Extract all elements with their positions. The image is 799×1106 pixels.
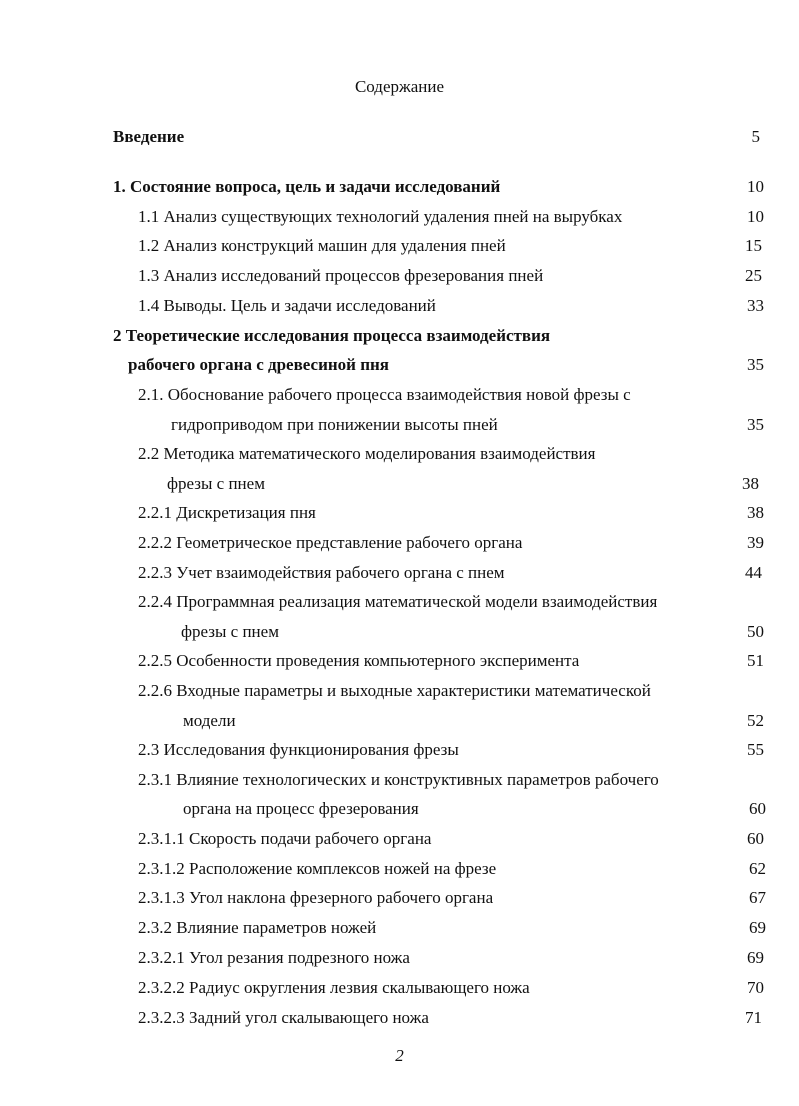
toc-entry-page: 69 — [749, 918, 766, 937]
toc-entry-text: 2.1. Обоснование рабочего процесса взаимодействия новой фрезы с — [138, 385, 631, 404]
toc-entry-page: 60 — [747, 829, 764, 848]
toc-entry-page: 60 — [749, 799, 766, 818]
toc-entry-text: 2.3.2 Влияние параметров ножей — [138, 918, 377, 937]
toc-entry-text: 2.2 Методика математического моделирования взаимодействия — [138, 444, 596, 463]
toc-entry-text: 1.2 Анализ конструкций машин для удаления пней — [138, 236, 506, 255]
toc-entry-page: 33 — [747, 296, 764, 315]
toc-entry-text: 1.1 Анализ существующих технологий удаления пней на вырубках — [138, 207, 623, 226]
page-title: Содержание — [354, 77, 445, 96]
toc-entry-text: 1. Состояние вопроса, цель и задачи исследований — [113, 177, 501, 196]
toc-entry-page: 69 — [747, 948, 764, 967]
toc-entry-text: 2.2.1 Дискретизация пня — [138, 503, 316, 522]
toc-entry-text: 2.3.1.2 Расположение комплексов ножей на фрезе — [138, 859, 497, 878]
toc-entry-text: 2.2.4 Программная реализация математической модели взаимодействия — [138, 592, 658, 611]
toc-entry-text: Введение — [113, 127, 185, 146]
toc-entry-text: 2.2.2 Геометрическое представление рабочего органа — [138, 533, 523, 552]
toc-entry-page: 62 — [749, 859, 766, 878]
toc-entry-text: 2.3.2.2 Радиус округления лезвия скалывающего ножа — [138, 978, 530, 997]
toc-entry-text: 2.3.1.1 Скорость подачи рабочего органа — [138, 829, 432, 848]
toc-entry-page: 44 — [745, 563, 762, 582]
toc-entry-page: 38 — [747, 503, 764, 522]
toc-entry-text: 2.3.2.1 Угол резания подрезного ножа — [138, 948, 410, 967]
toc-entry-page: 10 — [747, 177, 764, 196]
toc-entry-text: фрезы с пнем — [181, 622, 279, 641]
toc-entry-text: 2 Теоретические исследования процесса взаимодействия — [113, 326, 551, 345]
toc-entry-text: фрезы с пнем — [167, 474, 265, 493]
toc-entry-page: 35 — [747, 415, 764, 434]
toc-entry-text: 2.2.5 Особенности проведения компьютерного эксперимента — [138, 651, 580, 670]
toc-entry-page: 25 — [745, 266, 762, 285]
toc-entry-page: 38 — [742, 474, 759, 493]
toc-entry-page: 55 — [747, 740, 764, 759]
toc-entry-page: 67 — [749, 888, 766, 907]
toc-entry-page: 35 — [747, 355, 764, 374]
toc-entry-text: 2.2.3 Учет взаимодействия рабочего органа с пнем — [138, 563, 505, 582]
toc-entry-text: 1.4 Выводы. Цель и задачи исследований — [138, 296, 436, 315]
toc-entry-text: гидроприводом при понижении высоты пней — [171, 415, 498, 434]
toc-entry-text: органа на процесс фрезерования — [183, 799, 419, 818]
toc-entry-text: 2.3 Исследования функционирования фрезы — [138, 740, 459, 759]
toc-entry-page: 52 — [747, 711, 764, 730]
toc-entry-text: рабочего органа с древесиной пня — [128, 355, 389, 374]
toc-entry-page: 51 — [747, 651, 764, 670]
toc-entry-page: 50 — [747, 622, 764, 641]
toc-entry-text: 1.3 Анализ исследований процессов фрезерования пней — [138, 266, 544, 285]
toc-entry-page: 70 — [747, 978, 764, 997]
toc-entry-text: 2.3.1.3 Угол наклона фрезерного рабочего органа — [138, 888, 494, 907]
toc-entry-page: 5 — [751, 127, 760, 146]
toc-entry-text: модели — [183, 711, 236, 730]
toc-entry-page: 39 — [747, 533, 764, 552]
toc-entry-page: 71 — [745, 1008, 762, 1027]
toc-entry-page: 10 — [747, 207, 764, 226]
toc-entry-text: 2.3.1 Влияние технологических и конструктивных параметров рабочего — [138, 770, 659, 789]
toc-entry-page: 15 — [745, 236, 762, 255]
page-number: 2 — [395, 1046, 404, 1065]
toc-entry-text: 2.2.6 Входные параметры и выходные характеристики математической — [138, 681, 651, 700]
toc-entry-text: 2.3.2.3 Задний угол скалывающего ножа — [138, 1008, 429, 1027]
